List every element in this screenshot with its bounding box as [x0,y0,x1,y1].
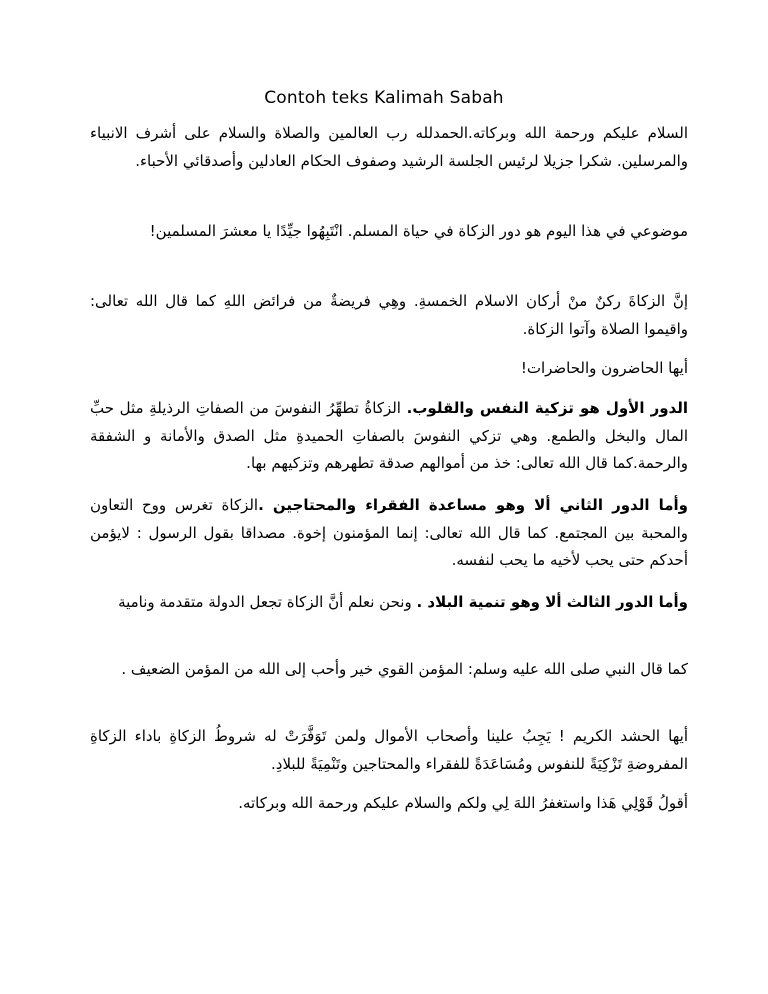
paragraph-text: السلام عليكم ورحمة الله وبركاته.الحمدلله رب العالمين والصلاة والسلام على أشرف الانبياء والمرسلين. شكرا جزيلا لرئيس الجلسة الرشيد وصفوف الحكام العادلين وأصدقائي الأحباء. [90,124,688,170]
paragraph-text: إنَّ الزكاةَ ركنٌ منْ أركان الاسلام الخمسةِ. وهِي فريضةٌ من فرائض اللهِ كما قال الله تعالى: واقيموا الصلاة وآتوا الزكاة. [90,292,688,338]
paragraph-text: ونحن نعلم أنَّ الزكاة تجعل الدولة متقدمة ونامية [118,593,417,611]
paragraph-text: أيها الحاضرون والحاضرات! [520,359,688,377]
paragraph-heading: الدور الأول هو تزكية النفس والقلوب. [406,399,688,417]
paragraph-hadith [90,656,688,684]
paragraph-address [90,355,688,383]
document-title: Contoh teks Kalimah Sabah [264,88,504,108]
paragraph-topic [90,218,688,246]
paragraph-call [90,723,688,778]
paragraph-first-role [90,395,688,478]
paragraph-heading: وأما الدور الثالث ألا وهو تنمية البلاد . [416,593,688,611]
paragraph-third-role [90,589,688,617]
paragraph-greeting [90,120,688,175]
paragraph-heading: وأما الدور الثاني ألا وهو مساعدة الفقراء والمحتاجين . [258,496,688,514]
paragraph-closing [90,790,688,818]
paragraph-text: كما قال النبي صلى الله عليه وسلم: المؤمن القوي خير وأحب إلى الله من المؤمن الضعيف . [121,660,688,678]
paragraph-pillar [90,288,688,343]
paragraph-text: الزكاةُ تطهِّرُ النفوسَ من الصفاتِ الرذيلةِ مثل حبِّ المال والبخل والطمع. وهي تزكي النفوسَ بالصفاتِ الحميدةِ مثل الصدق والأمانة و الشفقة والرحمة.كما قال الله تعالى: خذ من أموالهم صدقة تطهرهم وتزكيهم بها. [90,399,688,472]
paragraph-text: الزكاة تغرس ووح التعاون والمحبة بين المجتمع. كما قال الله تعالى: إنما المؤمنون إخوة. مصداقا بقول الرسول : لايؤمن أحدكم حتى يحب لأخيه ما يحب لنفسه. [90,496,688,569]
paragraph-text: موضوعي في هذا اليوم هو دور الزكاة في حياة المسلم. انْتَبِهُوا جيِّدًا يا معشرَ المسلمين! [149,222,688,240]
paragraph-second-role [90,492,688,575]
paragraph-text: أقولُ قَوْلِي هَذا واستغفرُ اللهَ لِي ولكم والسلام عليكم ورحمة الله وبركاته. [238,794,688,812]
paragraph-text: أيها الحشد الكريم ! يَجِبُ علينا وأصحاب الأموال ولمن تَوَفَّرَتْ له شروطُ الزكاةِ باداء الزكاةِ المفروضةِ تَزْكِيَةً للنفوس ومُسَاعَدَةً للفقراء والمحتاجين وتَنْمِيَةً للبلادِ. [90,727,688,773]
